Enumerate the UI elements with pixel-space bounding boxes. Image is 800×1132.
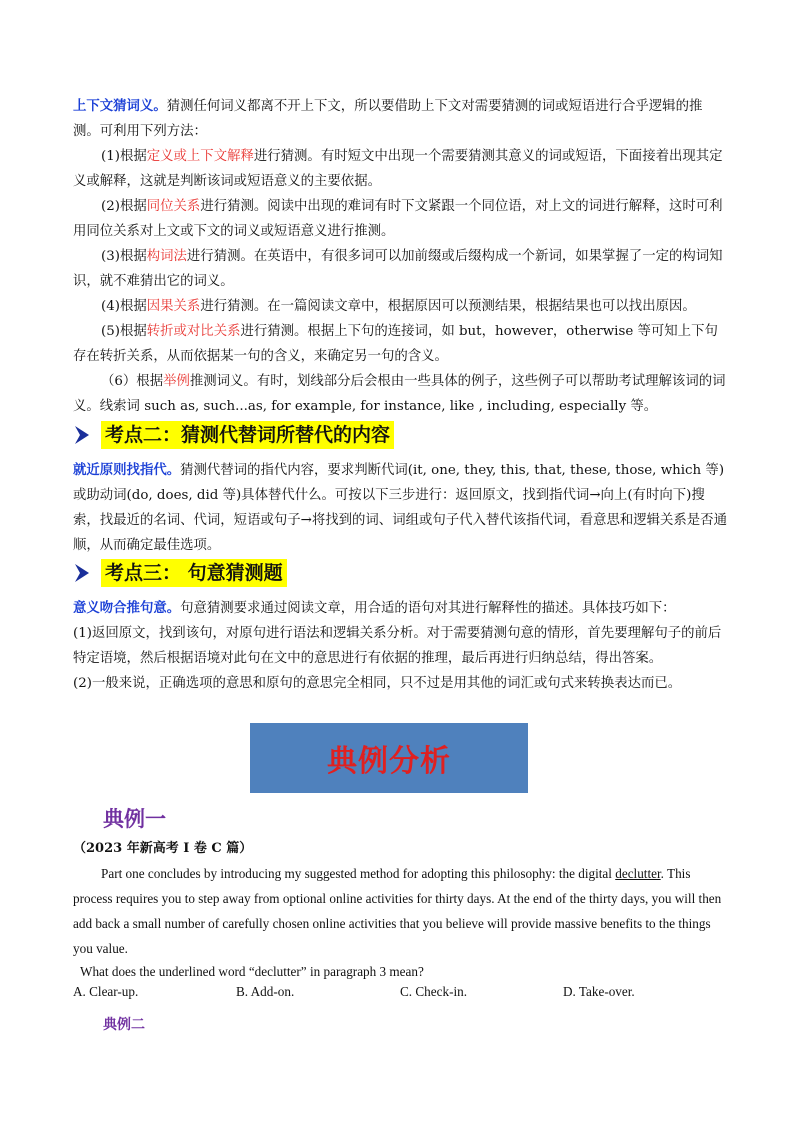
option-d: D. Take-over. — [563, 984, 635, 999]
method-6 — [73, 369, 727, 419]
method-key: 定义或上下文解释 — [146, 149, 254, 164]
underlined-word: declutter — [615, 866, 661, 881]
method-text: 推测词义。有时，划线部分后会根由一些具体的例子，这些例子可以帮助考试理解该词的词义。线索词 such as, such...as, for example, for instance, like , including, especially 等。 — [73, 374, 726, 414]
example1-passage — [73, 861, 727, 961]
point2-lead: 就近原则找指代。 — [73, 462, 181, 478]
point3-item-2: (2)一般来说，正确选项的意思和原句的意思完全相同，只不过是用其他的词汇或句式来转换表达而已。 — [73, 676, 682, 691]
method-2 — [73, 194, 727, 244]
method-prefix: (2)根据 — [101, 199, 147, 214]
method-key: 同位关系 — [146, 199, 201, 214]
method-text: 进行猜测。在英语中，有很多词可以加前缀或后缀构成一个新词，如果掌握了一定的构词知识，就不难猜出它的词义。 — [73, 249, 723, 289]
point3-intro — [73, 596, 727, 621]
point3-text: 句意猜测要求通过阅读文章，用合适的语句对其进行解释性的描述。具体技巧如下： — [180, 601, 676, 616]
arrow-right-icon — [73, 424, 91, 446]
option-a: A. Clear-up. — [73, 984, 139, 999]
context-text: 猜测任何词义都离不开上下文，所以要借助上下文对需要猜测的词或短语进行合乎逻辑的推测。可利用下列方法： — [73, 99, 703, 139]
method-key: 举例 — [163, 374, 190, 389]
example1-options — [73, 984, 727, 1008]
option-c: C. Check-in. — [400, 984, 468, 999]
method-prefix: (1)根据 — [101, 149, 147, 164]
method-1 — [73, 144, 727, 194]
point2-body — [73, 458, 727, 558]
arrow-right-icon — [73, 562, 91, 584]
passage-text: . This process requires you to step away from optional online activities for thirty days. At the end of the thirty days, you will then add back a small number of carefully chosen online activities that you believe will provide massive benefits to the things you value. — [73, 866, 722, 956]
example1-question: What does the underlined word “declutter” in paragraph 3 mean? — [80, 964, 424, 979]
point2-heading — [73, 420, 394, 450]
examples-banner — [250, 723, 528, 793]
method-text: 进行猜测。有时短文中出现一个需要猜测其意义的词或短语，下面接着出现其定义或解释，这就是判断该词或短语意义的主要依据。 — [73, 149, 723, 189]
method-text: 进行猜测。根据上下句的连接词，如 but，however，otherwise 等可知上下句存在转折关系，从而依据某一句的含义，来确定另一句的含义。 — [73, 324, 718, 364]
method-3 — [73, 244, 727, 294]
method-text: 进行猜测。阅读中出现的难词有时下文紧跟一个同位语，对上文的词进行解释，这时可利用同位关系对上文或下文的词义或短语意义进行推测。 — [73, 199, 723, 239]
point3-title: 考点三： 句意猜测题 — [101, 559, 287, 587]
point2-title: 考点二：猜测代替词所替代的内容 — [101, 421, 394, 449]
method-5 — [73, 319, 727, 369]
point3-item-1: (1)返回原文，找到该句，对原句进行语法和逻辑关系分析。对于需要猜测句意的情形，首先要理解句子的前后特定语境，然后根据语境对此句在文中的意思进行有依据的推理，最后再进行归纳总结，得出答案。 — [73, 626, 722, 666]
context-lead: 上下文猜词义。 — [73, 98, 167, 114]
method-prefix: （6）根据 — [101, 374, 164, 389]
point2-text: 猜测代替词的指代内容，要求判断代词(it, one, they, this, that, these, those, which 等)或助动词(do, does, did 等)具体替代什么。可按以下三步进行：返回原文，找到指代词→向上(有时向下)搜索，找最近的名词、代词，短语或句子→将找到的词、词组或句子代入替代该指代词，看意思和逻辑关系是否通顺，从而确定最佳选项。 — [73, 463, 727, 553]
method-key: 构词法 — [146, 249, 187, 264]
passage-text: Part one concludes by introducing my suggested method for adopting this philosophy: the digital — [101, 866, 616, 881]
method-text: 进行猜测。在一篇阅读文章中，根据原因可以预测结果，根据结果也可以找出原因。 — [200, 299, 696, 314]
point3-heading — [73, 558, 287, 588]
method-prefix: (3)根据 — [101, 249, 147, 264]
option-b: B. Add-on. — [236, 984, 295, 999]
method-prefix: (4)根据 — [101, 299, 147, 314]
context-intro — [73, 94, 727, 144]
example1-title: 典例一 — [103, 807, 166, 831]
example2-title: 典例二 — [103, 1017, 145, 1033]
method-4 — [73, 294, 727, 319]
method-prefix: (5)根据 — [101, 324, 147, 339]
point3-lead: 意义吻合推句意。 — [73, 600, 181, 616]
example1-source: （2023 年新高考 I 卷 C 篇） — [73, 841, 253, 856]
method-key: 转折或对比关系 — [146, 324, 241, 339]
banner-title: 典例分析 — [327, 744, 451, 779]
method-key: 因果关系 — [146, 299, 201, 314]
